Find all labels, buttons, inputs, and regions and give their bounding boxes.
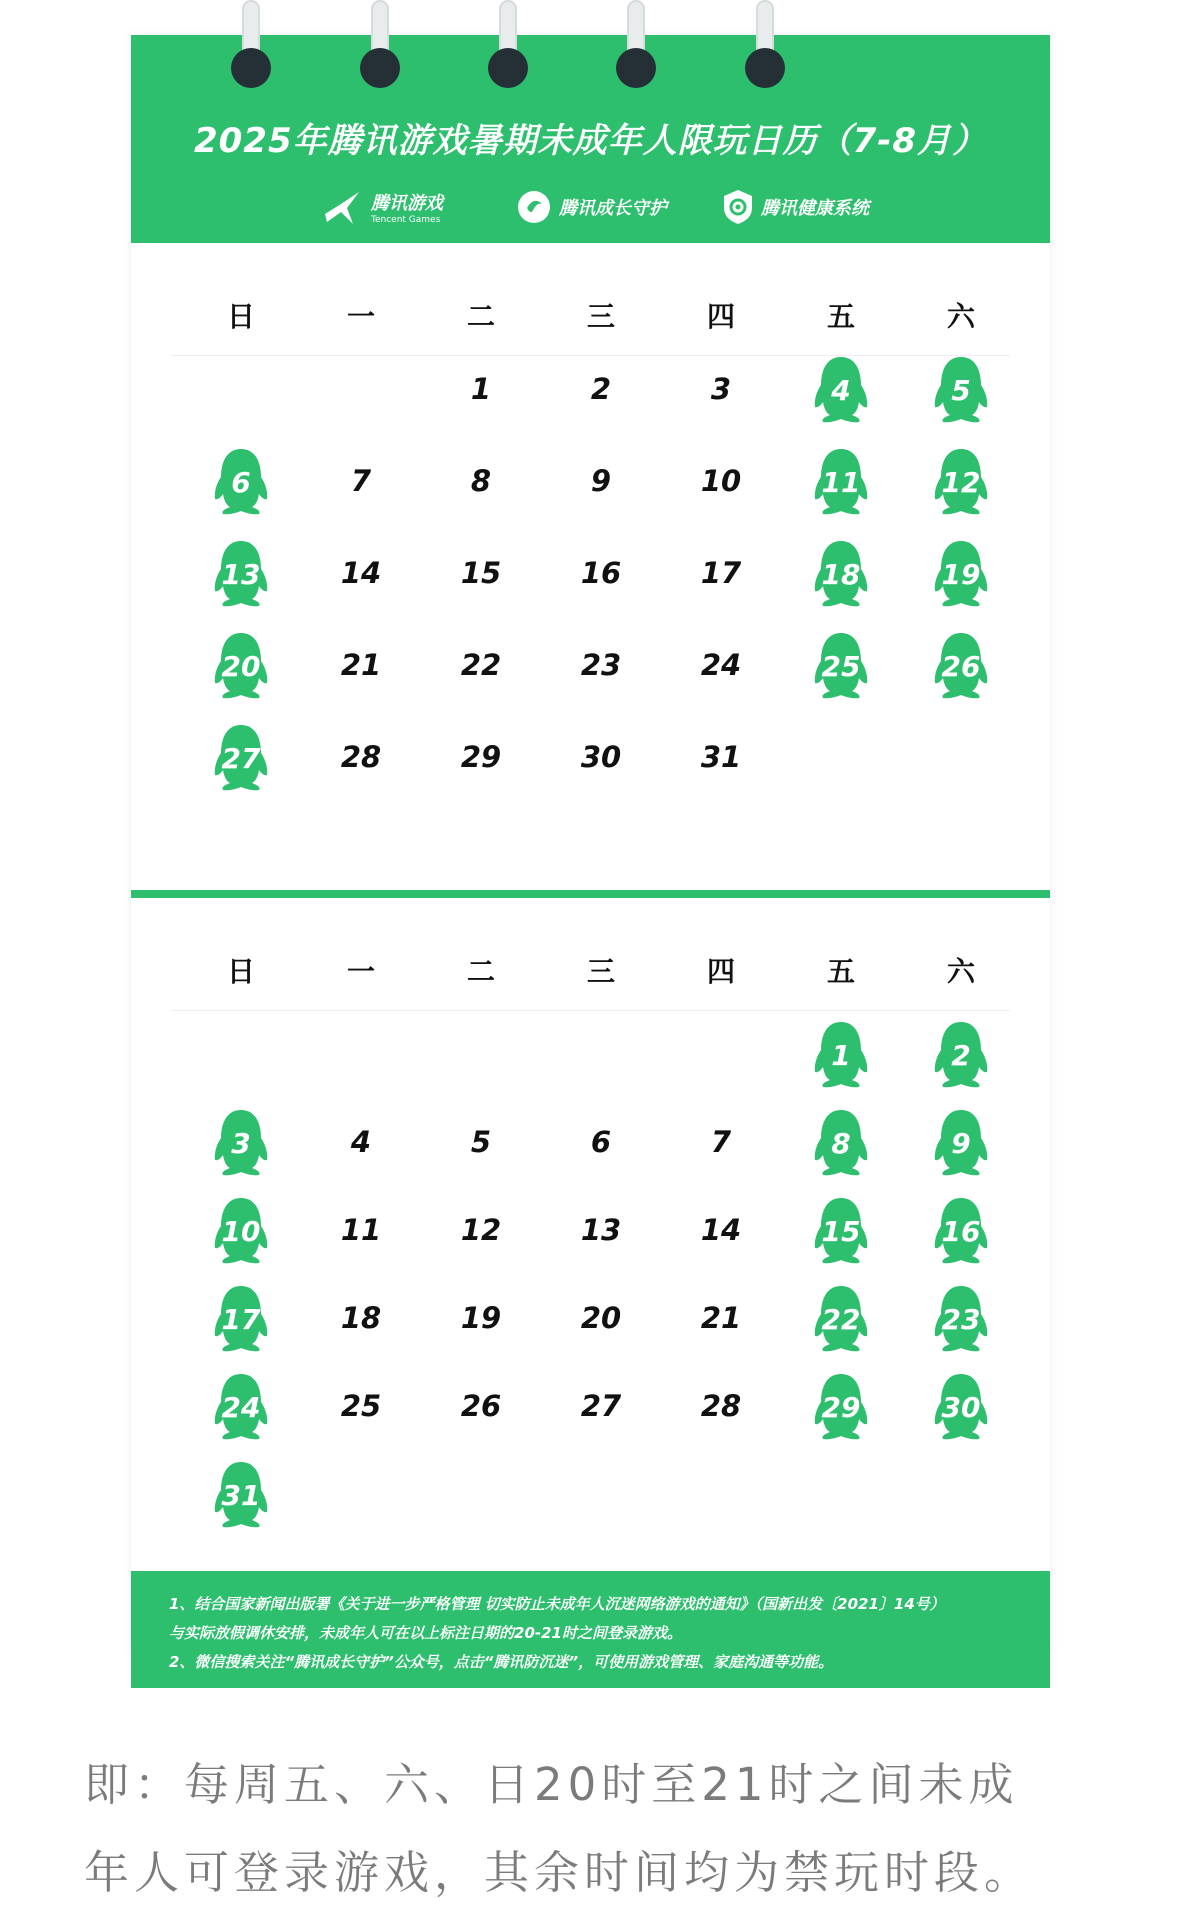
day-number: 6 xyxy=(231,465,251,499)
day-number: 29 xyxy=(821,1390,861,1424)
day-number: 12 xyxy=(460,1213,502,1247)
weekday-label: 一 xyxy=(346,300,375,333)
play-day-cell xyxy=(901,1024,1021,1084)
play-day-cell xyxy=(181,543,301,603)
day-number: 27 xyxy=(221,741,261,775)
day-number: 24 xyxy=(221,1390,261,1424)
weekday-label: 六 xyxy=(946,300,975,333)
day-cell xyxy=(541,543,661,603)
day-cell xyxy=(301,1288,421,1348)
day-number: 7 xyxy=(350,464,372,498)
day-number: 19 xyxy=(941,557,981,591)
play-day-cell xyxy=(781,1200,901,1260)
day-number: 21 xyxy=(700,1301,742,1335)
calendar-title: 2025年腾讯游戏暑期未成年人限玩日历（7-8月） xyxy=(193,121,988,161)
day-number: 8 xyxy=(470,464,492,498)
play-day-cell xyxy=(781,451,901,511)
weekday-label: 二 xyxy=(466,300,495,333)
day-number: 28 xyxy=(340,740,382,774)
play-day-cell xyxy=(181,1464,301,1524)
day-number: 4 xyxy=(831,373,851,407)
day-number: 2 xyxy=(951,1038,971,1072)
tencent-games-sub: Tencent Games xyxy=(371,215,441,225)
week-row xyxy=(181,1376,1021,1436)
day-number: 8 xyxy=(831,1126,851,1160)
day-number: 5 xyxy=(470,1125,492,1159)
caption-line: 年人可登录游戏，其余时间均为禁玩时段。 xyxy=(84,1846,1035,1899)
shield-icon xyxy=(721,188,755,226)
weekday-label: 三 xyxy=(586,300,615,333)
day-number: 26 xyxy=(941,649,981,683)
note-line: 2、微信搜索关注“腾讯成长守护”公众号，点击“腾讯防沉迷”，可使用游戏管理、家庭沟通等功能。 xyxy=(169,1653,834,1671)
day-number: 14 xyxy=(340,556,382,590)
day-number: 20 xyxy=(221,649,261,683)
weekday-label: 六 xyxy=(946,955,975,988)
day-cell xyxy=(421,1288,541,1348)
binder-ring xyxy=(229,0,273,88)
play-day-cell xyxy=(181,1376,301,1436)
day-number: 31 xyxy=(221,1478,261,1512)
week-row xyxy=(181,359,1021,419)
day-number: 22 xyxy=(460,648,502,682)
weekday-label: 二 xyxy=(466,955,495,988)
header-rule xyxy=(171,355,1010,356)
play-day-cell xyxy=(901,1112,1021,1172)
day-cell xyxy=(301,543,421,603)
weekday-label: 五 xyxy=(826,300,855,333)
day-number: 2 xyxy=(590,372,612,406)
day-number: 25 xyxy=(340,1389,382,1423)
play-day-cell xyxy=(781,543,901,603)
play-day-cell xyxy=(781,635,901,695)
play-day-cell xyxy=(901,359,1021,419)
weekday-header-row xyxy=(181,285,1021,345)
growth-guard-logo xyxy=(515,182,667,232)
day-number: 30 xyxy=(580,740,622,774)
week-row xyxy=(181,1464,1021,1524)
day-cell xyxy=(541,635,661,695)
day-cell xyxy=(421,1112,541,1172)
week-row xyxy=(181,1200,1021,1260)
play-day-cell xyxy=(781,1376,901,1436)
tencent-games-logo xyxy=(319,182,443,232)
growth-guard-icon xyxy=(515,188,553,226)
day-number: 3 xyxy=(710,372,732,406)
notes-footer xyxy=(131,1571,1050,1688)
day-number: 22 xyxy=(821,1302,861,1336)
day-number: 9 xyxy=(590,464,612,498)
day-number: 1 xyxy=(470,372,492,406)
day-number: 30 xyxy=(941,1390,981,1424)
play-day-cell xyxy=(181,635,301,695)
play-day-cell xyxy=(901,1200,1021,1260)
day-cell xyxy=(301,1112,421,1172)
play-day-cell xyxy=(901,635,1021,695)
day-number: 19 xyxy=(460,1301,502,1335)
day-number: 12 xyxy=(941,465,981,499)
caption-line: 即：每周五、六、日20时至21时之间未成 xyxy=(84,1758,1019,1811)
play-day-cell xyxy=(901,451,1021,511)
day-number: 6 xyxy=(590,1125,612,1159)
day-number: 26 xyxy=(460,1389,502,1423)
day-cell xyxy=(421,1200,541,1260)
logo-bar xyxy=(131,182,1050,232)
week-row xyxy=(181,1112,1021,1172)
day-number: 28 xyxy=(700,1389,742,1423)
day-cell xyxy=(421,1376,541,1436)
week-row xyxy=(181,1024,1021,1084)
day-cell xyxy=(661,1112,781,1172)
day-number: 1 xyxy=(831,1038,851,1072)
binder-ring xyxy=(358,0,402,88)
day-number: 14 xyxy=(700,1213,742,1247)
day-number: 9 xyxy=(951,1126,971,1160)
day-number: 10 xyxy=(700,464,742,498)
day-cell xyxy=(541,727,661,787)
day-cell xyxy=(661,727,781,787)
day-number: 24 xyxy=(700,648,742,682)
day-number: 13 xyxy=(221,557,261,591)
day-cell xyxy=(421,727,541,787)
day-cell xyxy=(661,1376,781,1436)
day-number: 16 xyxy=(580,556,622,590)
day-number: 10 xyxy=(221,1214,261,1248)
play-day-cell xyxy=(781,1024,901,1084)
day-number: 29 xyxy=(460,740,502,774)
health-system-logo xyxy=(721,182,869,232)
day-number: 17 xyxy=(221,1302,261,1336)
day-cell xyxy=(421,451,541,511)
day-cell xyxy=(301,451,421,511)
day-number: 7 xyxy=(710,1125,732,1159)
day-number: 20 xyxy=(580,1301,622,1335)
weekday-label: 日 xyxy=(226,300,255,333)
day-cell xyxy=(301,1200,421,1260)
day-cell xyxy=(541,359,661,419)
day-number: 25 xyxy=(821,649,861,683)
week-row xyxy=(181,451,1021,511)
day-cell xyxy=(661,543,781,603)
day-cell xyxy=(541,1288,661,1348)
weekday-label: 日 xyxy=(226,955,255,988)
month-divider xyxy=(131,890,1050,898)
play-day-cell xyxy=(781,359,901,419)
day-cell xyxy=(421,543,541,603)
week-row xyxy=(181,727,1021,787)
weekday-header-row xyxy=(181,940,1021,1000)
play-day-cell xyxy=(181,1200,301,1260)
calendar-card xyxy=(131,35,1050,1671)
day-cell xyxy=(541,1200,661,1260)
binder-ring xyxy=(743,0,787,88)
day-number: 18 xyxy=(821,557,861,591)
play-day-cell xyxy=(901,1376,1021,1436)
day-number: 31 xyxy=(700,740,742,774)
day-cell xyxy=(661,1200,781,1260)
day-cell xyxy=(661,451,781,511)
day-number: 4 xyxy=(350,1125,372,1159)
play-day-cell xyxy=(781,1288,901,1348)
health-system-label: 腾讯健康系统 xyxy=(761,198,869,219)
day-number: 16 xyxy=(941,1214,981,1248)
play-day-cell xyxy=(181,1288,301,1348)
header-rule xyxy=(171,1010,1010,1011)
day-cell xyxy=(661,1288,781,1348)
day-cell xyxy=(421,359,541,419)
play-day-cell xyxy=(901,543,1021,603)
day-cell xyxy=(301,1376,421,1436)
tencent-games-icon xyxy=(319,184,365,230)
month-august xyxy=(131,898,1050,1571)
day-cell xyxy=(541,1376,661,1436)
week-row xyxy=(181,1288,1021,1348)
day-cell xyxy=(541,1112,661,1172)
note-line: 1、结合国家新闻出版署《关于进一步严格管理 切实防止未成年人沉迷网络游戏的通知》（国新出发〔2021〕14号） xyxy=(169,1595,945,1613)
weekday-label: 四 xyxy=(706,955,735,988)
growth-guard-label: 腾讯成长守护 xyxy=(559,198,667,219)
play-day-cell xyxy=(781,1112,901,1172)
day-cell xyxy=(541,451,661,511)
day-number: 18 xyxy=(340,1301,382,1335)
weekday-label: 四 xyxy=(706,300,735,333)
week-row xyxy=(181,635,1021,695)
day-number: 13 xyxy=(580,1213,622,1247)
day-number: 23 xyxy=(580,648,622,682)
day-cell xyxy=(301,635,421,695)
day-number: 11 xyxy=(340,1213,382,1247)
day-number: 15 xyxy=(821,1214,861,1248)
day-cell xyxy=(661,359,781,419)
day-number: 5 xyxy=(951,373,971,407)
day-cell xyxy=(421,635,541,695)
day-number: 23 xyxy=(941,1302,981,1336)
day-number: 27 xyxy=(580,1389,622,1423)
month-july xyxy=(131,243,1050,890)
weekday-label: 三 xyxy=(586,955,615,988)
day-number: 17 xyxy=(700,556,742,590)
day-cell xyxy=(301,727,421,787)
play-day-cell xyxy=(181,1112,301,1172)
week-row xyxy=(181,543,1021,603)
tencent-games-label: 腾讯游戏 xyxy=(371,193,443,214)
play-day-cell xyxy=(181,451,301,511)
weekday-label: 一 xyxy=(346,955,375,988)
weekday-label: 五 xyxy=(826,955,855,988)
play-day-cell xyxy=(181,727,301,787)
play-day-cell xyxy=(901,1288,1021,1348)
binder-ring xyxy=(614,0,658,88)
day-number: 11 xyxy=(821,465,861,499)
day-number: 3 xyxy=(231,1126,251,1160)
day-number: 21 xyxy=(340,648,382,682)
binder-ring xyxy=(486,0,530,88)
note-line: 与实际放假调休安排，未成年人可在以上标注日期的20-21时之间登录游戏。 xyxy=(169,1624,682,1642)
day-cell xyxy=(661,635,781,695)
calendar-header xyxy=(131,35,1050,243)
day-number: 15 xyxy=(460,556,502,590)
